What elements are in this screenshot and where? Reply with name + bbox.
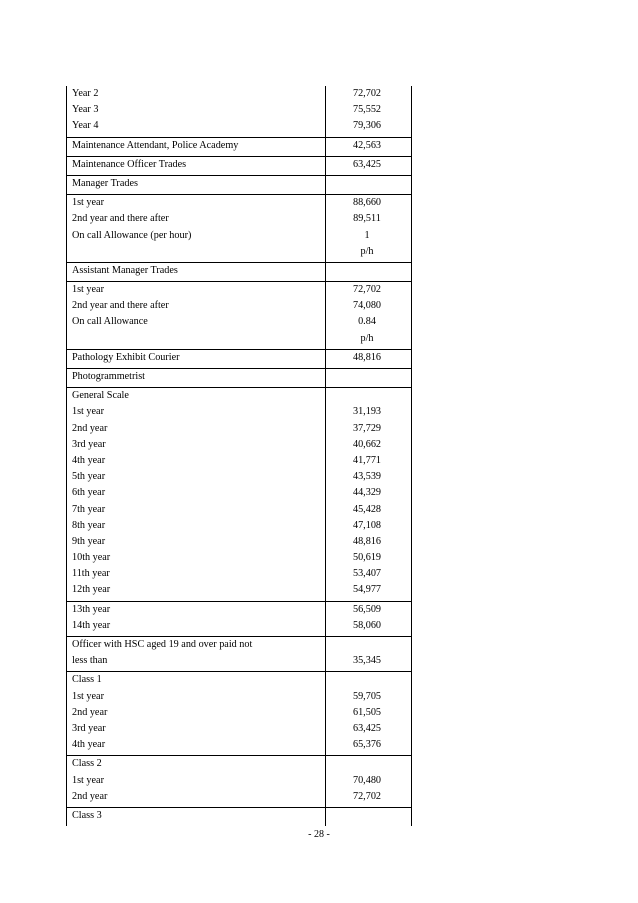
- row-value: [324, 756, 410, 772]
- row-label: Class 2: [72, 758, 102, 770]
- table-row-group: [67, 176, 411, 195]
- row-label: General Scale: [72, 390, 129, 402]
- row-value: [324, 263, 410, 279]
- table-row-group: [67, 388, 411, 601]
- row-value: [324, 388, 410, 404]
- row-value: [324, 369, 410, 385]
- row-value: 56,509: [352, 603, 381, 615]
- row-label: Manager Trades: [72, 177, 138, 189]
- table-row: [67, 485, 411, 501]
- table-row: [67, 176, 411, 192]
- row-label: Year 4: [72, 120, 99, 132]
- column-divider: [325, 138, 326, 156]
- row-label: 1st year: [72, 690, 104, 702]
- row-value: [324, 176, 410, 192]
- table-row-group: [67, 672, 411, 756]
- table-row: [67, 469, 411, 485]
- row-label: 2nd year and there after: [72, 300, 169, 312]
- table-row: [67, 705, 411, 721]
- row-value: 31,193: [352, 406, 381, 418]
- table-row-group: [67, 157, 411, 176]
- table-row-group: [67, 637, 411, 672]
- table-row: [67, 350, 411, 366]
- table-row-group: [67, 808, 411, 826]
- row-value: 50,619: [352, 552, 381, 564]
- row-label: 8th year: [72, 519, 106, 531]
- column-divider: [325, 637, 326, 671]
- table-row: [67, 756, 411, 772]
- column-divider: [325, 176, 326, 194]
- row-value: 0.84: [358, 316, 376, 328]
- row-value: 89,511: [353, 213, 381, 225]
- table-row: [67, 672, 411, 688]
- row-value: 58,060: [352, 619, 381, 631]
- row-label: 2nd year: [72, 706, 108, 718]
- row-value: 65,376: [352, 739, 381, 751]
- row-label: 2nd year: [72, 422, 108, 434]
- table-row-group: [67, 369, 411, 388]
- table-row: [67, 721, 411, 737]
- table-row: [67, 637, 411, 653]
- row-label: 5th year: [72, 471, 106, 483]
- row-label: 9th year: [72, 535, 106, 547]
- table-row: [67, 618, 411, 634]
- column-divider: [325, 195, 326, 262]
- row-label: Pathology Exhibit Courier: [72, 351, 180, 363]
- table-row-group: [67, 282, 411, 350]
- column-divider: [325, 808, 326, 826]
- row-value: 63,425: [352, 722, 381, 734]
- row-value: 61,505: [352, 706, 381, 718]
- row-value: 35,345: [352, 655, 381, 667]
- row-value: 45,428: [352, 503, 381, 515]
- row-label: 1st year: [72, 197, 104, 209]
- table-row: [67, 502, 411, 518]
- table-row: [67, 388, 411, 404]
- table-row: [67, 453, 411, 469]
- row-label: Class 3: [72, 809, 102, 821]
- row-label: Year 3: [72, 104, 99, 116]
- row-value: 44,329: [352, 487, 381, 499]
- row-label: 4th year: [72, 454, 106, 466]
- column-divider: [325, 672, 326, 755]
- column-divider: [325, 157, 326, 175]
- row-value: 74,080: [352, 300, 381, 312]
- row-value: 72,702: [352, 284, 381, 296]
- row-value: 48,816: [352, 535, 381, 547]
- table-row: [67, 421, 411, 437]
- row-label: Year 2: [72, 88, 99, 99]
- table-row: [67, 689, 411, 705]
- row-value: p/h: [360, 245, 374, 257]
- row-label: Officer with HSC aged 19 and over paid not: [72, 639, 253, 650]
- row-value: 1: [364, 229, 370, 241]
- column-divider: [325, 86, 326, 137]
- row-label: 2nd year: [72, 790, 108, 802]
- column-divider: [325, 756, 326, 807]
- row-value: [324, 808, 410, 824]
- row-value: [324, 672, 410, 688]
- column-divider: [325, 350, 326, 368]
- row-value: 59,705: [352, 690, 381, 702]
- table-row: [67, 808, 411, 824]
- row-label: 12th year: [72, 584, 111, 596]
- table-row: [67, 773, 411, 789]
- row-value: 43,539: [352, 471, 381, 483]
- table-row: [67, 118, 411, 134]
- row-label: 2nd year and there after: [72, 213, 169, 225]
- row-label: [67, 331, 324, 347]
- table-row: [67, 138, 411, 154]
- row-label: 6th year: [72, 487, 106, 499]
- row-value: 75,552: [352, 104, 381, 116]
- row-label: On call Allowance: [72, 316, 148, 328]
- table-row: [67, 602, 411, 618]
- row-value: 70,480: [352, 774, 381, 786]
- table-row: [67, 737, 411, 753]
- row-label: Class 1: [72, 674, 102, 686]
- table-row: [67, 534, 411, 550]
- row-value: p/h: [360, 332, 374, 344]
- table-row-group: [67, 263, 411, 282]
- salary-table: [66, 86, 412, 826]
- row-value: 40,662: [352, 438, 381, 450]
- row-label: 11th year: [72, 568, 110, 580]
- column-divider: [325, 602, 326, 636]
- row-label: less than: [72, 655, 108, 667]
- column-divider: [325, 282, 326, 349]
- table-row: [67, 86, 411, 102]
- table-row: [67, 550, 411, 566]
- table-row: [67, 211, 411, 227]
- row-value: 48,816: [352, 351, 381, 363]
- row-value: 37,729: [352, 422, 381, 434]
- row-label: 3rd year: [72, 438, 106, 450]
- row-value: 54,977: [352, 584, 381, 596]
- row-label: 10th year: [72, 552, 111, 564]
- table-row: [67, 263, 411, 279]
- table-row-group: [67, 602, 411, 637]
- row-label: 1st year: [72, 284, 104, 296]
- row-value: 41,771: [352, 454, 381, 466]
- table-row-group: [67, 756, 411, 808]
- row-label: [67, 244, 324, 260]
- row-value: 53,407: [352, 568, 381, 580]
- row-label: Maintenance Officer Trades: [72, 158, 187, 170]
- row-label: 1st year: [72, 774, 104, 786]
- table-row: [67, 102, 411, 118]
- table-row: [67, 282, 411, 298]
- table-row: [67, 653, 411, 669]
- page-number: - 28 -: [308, 829, 330, 840]
- row-label: 3rd year: [72, 722, 106, 734]
- table-row: [67, 331, 411, 347]
- row-value: 63,425: [352, 158, 381, 170]
- table-row-group: [67, 138, 411, 157]
- table-row: [67, 518, 411, 534]
- column-divider: [325, 388, 326, 600]
- table-row-group: [67, 86, 411, 138]
- table-row-group: [67, 350, 411, 369]
- column-divider: [325, 369, 326, 387]
- row-label: On call Allowance (per hour): [72, 229, 192, 241]
- table-row: [67, 582, 411, 598]
- row-value: 47,108: [352, 519, 381, 531]
- row-label: 4th year: [72, 739, 106, 751]
- row-label: 13th year: [72, 603, 111, 615]
- row-value: 72,702: [352, 790, 381, 802]
- row-value: [324, 637, 410, 653]
- row-label: Maintenance Attendant, Police Academy: [72, 139, 239, 151]
- table-row: [67, 566, 411, 582]
- row-label: 14th year: [72, 619, 111, 631]
- row-label: 1st year: [72, 406, 104, 418]
- table-row: [67, 369, 411, 385]
- table-row: [67, 157, 411, 173]
- row-value: 72,702: [352, 88, 381, 99]
- row-value: 42,563: [352, 139, 381, 151]
- table-row: [67, 228, 411, 244]
- row-value: 88,660: [352, 197, 381, 209]
- row-label: 7th year: [72, 503, 106, 515]
- row-value: 79,306: [352, 120, 381, 132]
- row-label: Assistant Manager Trades: [72, 264, 178, 276]
- row-label: Photogrammetrist: [72, 371, 146, 382]
- table-row-group: [67, 195, 411, 263]
- table-row: [67, 404, 411, 420]
- table-row: [67, 298, 411, 314]
- table-row: [67, 195, 411, 211]
- table-row: [67, 437, 411, 453]
- table-row: [67, 244, 411, 260]
- column-divider: [325, 263, 326, 281]
- table-row: [67, 314, 411, 330]
- table-row: [67, 789, 411, 805]
